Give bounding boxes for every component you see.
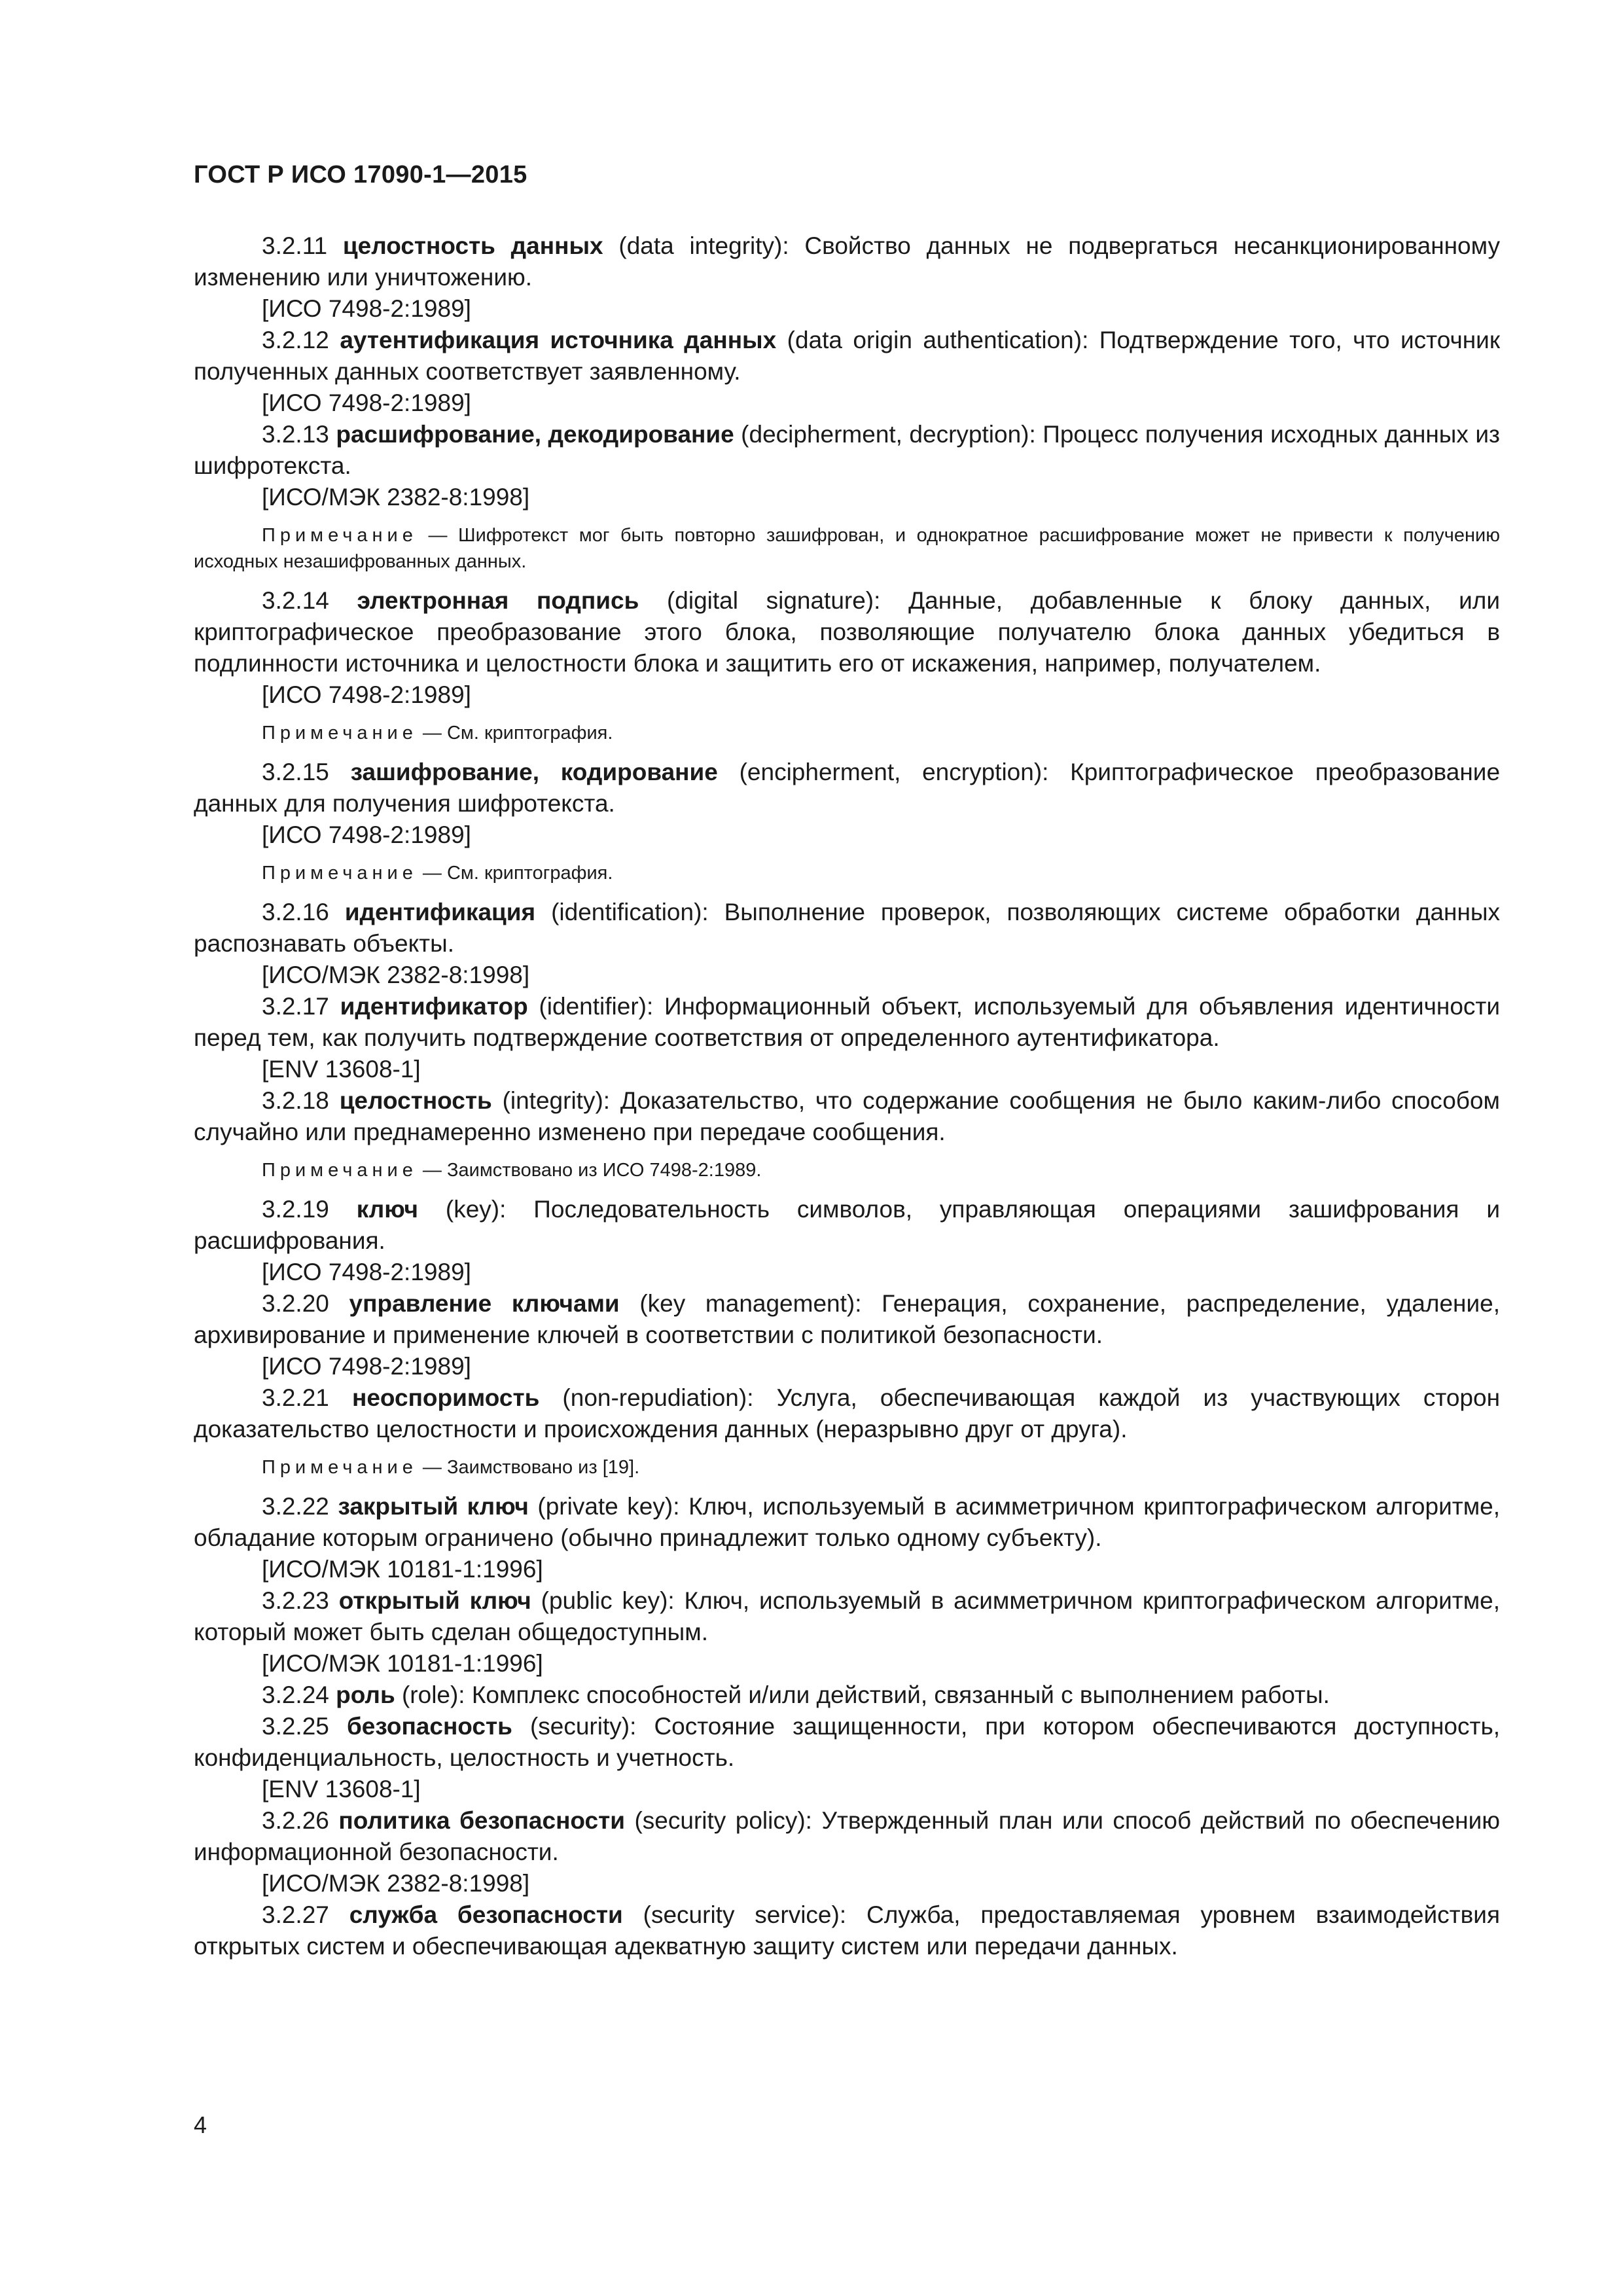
term-definition: Подтверждение того, что источник полученных данных соответствует заявленному. (194, 327, 1501, 385)
term-number: 3.2.27 (262, 1901, 329, 1928)
term-number: 3.2.20 (262, 1290, 329, 1317)
term-note (194, 522, 1500, 575)
term-definition: Ключ, используемый в асимметричном криптографическом алгоритме, обладание которым ограничено (обычно принадлежит только одному субъекту). (194, 1493, 1501, 1551)
term-name: целостность (339, 1087, 492, 1114)
term-entry (194, 757, 1500, 819)
term-english: (digital signature): (666, 587, 881, 614)
term-reference: [ИСО 7498-2:1989] (262, 1353, 471, 1380)
term-name: открытый ключ (338, 1587, 531, 1614)
term-number: 3.2.23 (262, 1587, 329, 1614)
term-number: 3.2.19 (262, 1196, 329, 1223)
terms-list (194, 230, 1500, 1962)
term-reference: [ИСО/МЭК 2382-8:1998] (262, 1870, 530, 1897)
term-definition: Свойство данных не подвергаться несанкционированному изменению или уничтожению. (194, 232, 1500, 291)
term-definition: Выполнение проверок, позволяющих системе обработки данных распознавать объекты. (194, 899, 1501, 957)
term-entry (194, 991, 1500, 1054)
term-name: безопасность (346, 1713, 512, 1740)
term-definition: Комплекс способностей и/или действий, связанный с выполнением работы. (471, 1681, 1330, 1708)
note-label: Примечание (262, 1160, 418, 1181)
term-english: (data integrity): (618, 232, 789, 259)
term-definition: Состояние защищенности, при котором обеспечиваются доступность, конфиденциальность, целостность и учетность. (194, 1713, 1501, 1771)
note-text: — Шифротекст мог быть повторно зашифрован, и однократное расшифрование может не привести к получению исходных незашифрованных данных. (194, 525, 1500, 572)
term-reference: [ИСО 7498-2:1989] (262, 389, 471, 416)
term-name: закрытый ключ (338, 1493, 529, 1520)
term-name: аутентификация источника данных (340, 327, 777, 353)
note-label: Примечание (262, 863, 418, 884)
term-english: (security): (529, 1713, 637, 1740)
term-name: идентификация (344, 899, 536, 925)
term-entry (194, 1085, 1500, 1148)
term-number: 3.2.15 (262, 759, 329, 785)
term-entry (194, 1679, 1500, 1711)
term-english: (key): (445, 1196, 507, 1223)
note-text: — См. криптография. (417, 863, 613, 884)
term-note (194, 720, 1500, 746)
term-name: целостность данных (342, 232, 603, 259)
term-name: зашифрование, кодирование (350, 759, 718, 785)
term-entry (194, 1382, 1500, 1445)
term-definition: Служба, предоставляемая уровнем взаимодействия открытых систем и обеспечивающая адекватную защиту систем или передачи данных. (194, 1901, 1500, 1960)
term-number: 3.2.13 (262, 421, 329, 448)
term-definition: Криптографическое преобразование данных для получения шифротекста. (194, 759, 1501, 817)
term-definition: Информационный объект, используемый для объявления идентичности перед тем, как получить подтверждение соответствия от определенного аутентификатора. (194, 993, 1501, 1051)
term-reference: [ИСО 7498-2:1989] (262, 681, 471, 708)
document-header: ГОСТ Р ИСО 17090-1—2015 (194, 161, 527, 188)
term-reference: [ИСО/МЭК 2382-8:1998] (262, 484, 530, 511)
term-english: (data origin authentication): (787, 327, 1089, 353)
term-reference: [ИСО/МЭК 10181-1:1996] (262, 1556, 543, 1583)
note-text: — См. криптография. (417, 723, 613, 744)
term-name: идентификатор (340, 993, 528, 1020)
term-number: 3.2.21 (262, 1384, 329, 1411)
term-name: служба безопасности (349, 1901, 623, 1928)
note-label: Примечание (262, 723, 418, 744)
term-english: (security policy): (634, 1807, 812, 1834)
term-definition: Генерация, сохранение, распределение, удаление, архивирование и применение ключей в соответствии с политикой безопасности. (194, 1290, 1501, 1348)
term-name: управление ключами (349, 1290, 620, 1317)
term-english: (role): (401, 1681, 465, 1708)
term-entry (194, 1194, 1500, 1257)
term-english: (decipherment, decryption): (741, 421, 1036, 448)
term-reference: [ENV 13608-1] (262, 1056, 421, 1083)
term-number: 3.2.16 (262, 899, 329, 925)
term-definition: Услуга, обеспечивающая каждой из участвующих сторон доказательство целостности и происхождения данных (неразрывно друг от друга). (194, 1384, 1501, 1443)
note-text: — Заимствовано из ИСО 7498-2:1989. (417, 1160, 762, 1181)
term-number: 3.2.24 (262, 1681, 329, 1708)
note-text: — Заимствовано из [19]. (417, 1457, 640, 1478)
term-number: 3.2.12 (262, 327, 329, 353)
term-number: 3.2.22 (262, 1493, 329, 1520)
term-entry (194, 230, 1500, 293)
term-definition: Последовательность символов, управляющая операциями зашифрования и расшифрования. (194, 1196, 1501, 1254)
term-number: 3.2.11 (262, 232, 328, 259)
term-name: неоспоримость (351, 1384, 540, 1411)
term-entry (194, 419, 1500, 482)
term-note (194, 1454, 1500, 1480)
term-definition: Утвержденный план или способ действий по обеспечению информационной безопасности. (194, 1807, 1501, 1865)
term-reference: [ИСО 7498-2:1989] (262, 1259, 471, 1285)
term-english: (identification): (551, 899, 709, 925)
term-english: (public key): (541, 1587, 675, 1614)
term-entry (194, 1491, 1500, 1554)
term-definition: Доказательство, что содержание сообщения не было каким-либо способом случайно или преднамеренно изменено при передаче сообщения. (194, 1087, 1500, 1145)
term-name: политика безопасности (338, 1807, 625, 1834)
term-entry (194, 1899, 1500, 1962)
term-reference: [ИСО/МЭК 2382-8:1998] (262, 961, 530, 988)
term-reference: [ИСО/МЭК 10181-1:1996] (262, 1650, 543, 1677)
term-number: 3.2.26 (262, 1807, 329, 1834)
term-number: 3.2.14 (262, 587, 329, 614)
term-entry (194, 897, 1500, 960)
term-note (194, 1157, 1500, 1183)
term-entry (194, 1585, 1500, 1648)
term-entry (194, 1288, 1500, 1351)
term-english: (key management): (639, 1290, 862, 1317)
term-number: 3.2.17 (262, 993, 329, 1020)
term-name: ключ (356, 1196, 418, 1223)
term-english: (security service): (643, 1901, 847, 1928)
term-english: (private key): (537, 1493, 680, 1520)
term-entry (194, 1805, 1500, 1868)
term-entry (194, 1711, 1500, 1774)
term-entry (194, 325, 1500, 387)
note-label: Примечание (262, 525, 418, 546)
term-reference: [ENV 13608-1] (262, 1776, 421, 1803)
term-reference: [ИСО 7498-2:1989] (262, 295, 471, 322)
term-name: электронная подпись (357, 587, 639, 614)
term-number: 3.2.25 (262, 1713, 329, 1740)
term-english: (identifier): (539, 993, 654, 1020)
term-number: 3.2.18 (262, 1087, 329, 1114)
term-reference: [ИСО 7498-2:1989] (262, 821, 471, 848)
term-english: (non-repudiation): (562, 1384, 754, 1411)
term-name: расшифрование, декодирование (336, 421, 734, 448)
term-name: роль (336, 1681, 395, 1708)
page-number: 4 (194, 2111, 207, 2138)
term-english: (encipherment, encryption): (739, 759, 1049, 785)
term-entry (194, 585, 1500, 679)
term-english: (integrity): (502, 1087, 611, 1114)
term-definition: Процесс получения исходных данных из шифротекста. (194, 421, 1501, 479)
term-definition: Данные, добавленные к блоку данных, или криптографическое преобразование этого блока, позволяющие получателю блока данных убедиться в подлинности источника и целостности блока и защитить его от искажения, например, получателем. (194, 587, 1501, 677)
term-note (194, 860, 1500, 886)
term-definition: Ключ, используемый в асимметричном криптографическом алгоритме, который может быть сделан общедоступным. (194, 1587, 1501, 1645)
note-label: Примечание (262, 1457, 418, 1478)
